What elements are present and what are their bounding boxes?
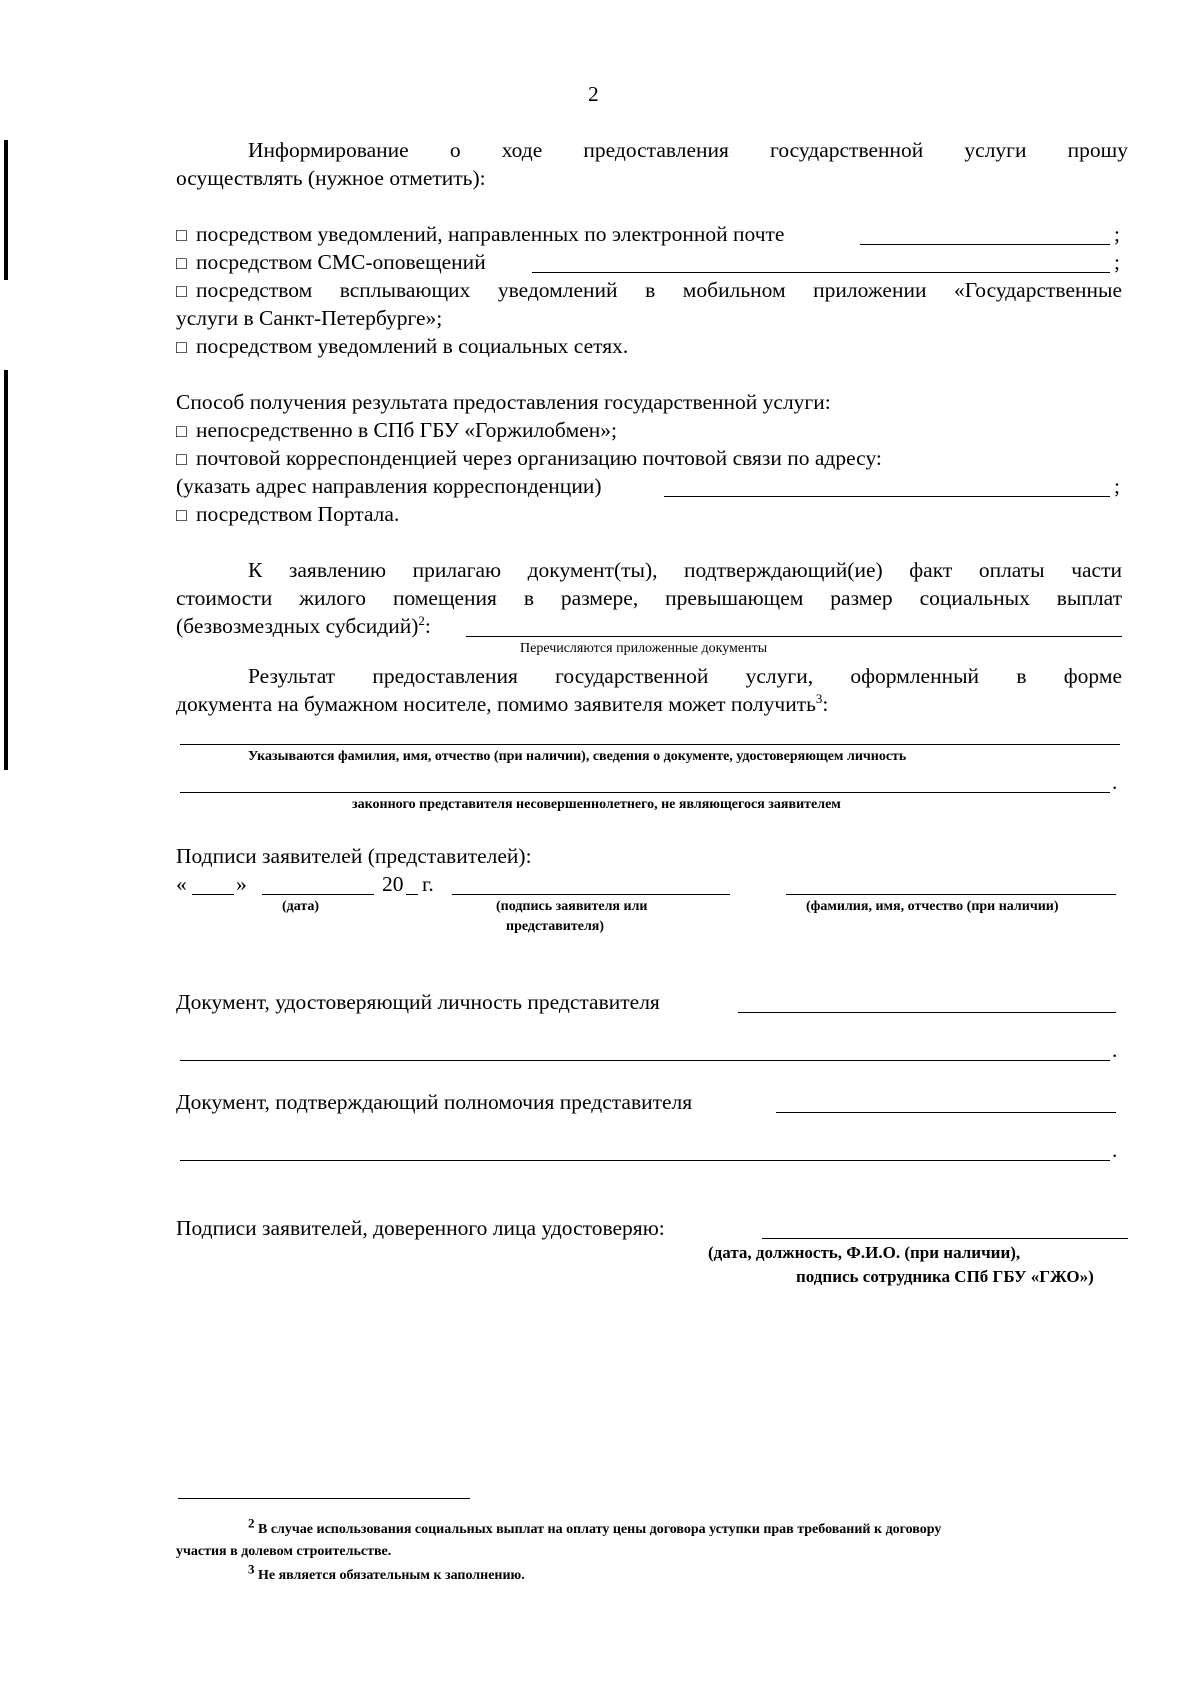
date-quote-close: » xyxy=(236,872,247,896)
date-quote-open: « xyxy=(176,872,187,896)
footnote-3-text-1: Не является обязательным к заполнению. xyxy=(258,1568,525,1583)
option-in-person[interactable] xyxy=(176,416,617,445)
recipient-line2 xyxy=(176,690,828,718)
semicolon: ; xyxy=(1114,250,1120,274)
intro-word: услуги xyxy=(964,138,1027,162)
date-month-fill-line[interactable] xyxy=(262,894,374,895)
period: . xyxy=(1112,1038,1118,1062)
certify-label: Подписи заявителей, доверенного лица удостоверяю: xyxy=(176,1216,665,1240)
recipient-line1: Результат предоставления государственной услуги, оформленный в форме xyxy=(248,664,1122,688)
option-sms-label: посредством СМС-оповещений xyxy=(196,250,486,274)
checkbox-icon[interactable]: □ xyxy=(176,337,187,357)
option-post-label: почтовой корреспонденцией через организацию почтовой связи по адресу: xyxy=(196,446,882,470)
option-social[interactable] xyxy=(176,332,628,361)
intro-word: ходе xyxy=(501,138,543,162)
option-email-label: посредством уведомлений, направленных по электронной почте xyxy=(196,222,785,246)
colon: : xyxy=(822,692,829,716)
date-year-fill-line[interactable] xyxy=(406,894,418,895)
semicolon: ; xyxy=(1114,474,1120,498)
intro-word: государственной xyxy=(770,138,924,162)
page-number: 2 xyxy=(588,82,599,106)
checkbox-icon[interactable]: □ xyxy=(176,281,187,301)
rep-authority-fill-line-1[interactable] xyxy=(776,1112,1116,1113)
footnote-ref-3: 3 xyxy=(815,690,823,706)
scan-artifact-bar-bottom xyxy=(4,370,8,770)
intro-word: Информирование xyxy=(248,138,409,162)
footnote-2-marker: 2 xyxy=(248,1515,255,1531)
post-address-label: (указать адрес направления корреспонденции) xyxy=(176,474,602,498)
checkbox-icon[interactable]: □ xyxy=(176,253,187,273)
full-name-fill-line[interactable] xyxy=(786,894,1116,895)
footnote-2-text-2: участия в долевом строительстве. xyxy=(176,1544,392,1559)
footnote-3-marker: 3 xyxy=(248,1561,255,1577)
semicolon: ; xyxy=(1114,222,1120,246)
caption-full-name: (фамилия, имя, отчество (при наличии) xyxy=(806,899,1059,914)
certify-fill-line[interactable] xyxy=(762,1238,1128,1239)
colon: : xyxy=(424,614,431,638)
checkbox-icon[interactable]: □ xyxy=(176,505,187,525)
certify-caption-2: подпись сотрудника СПб ГБУ «ГЖО») xyxy=(796,1267,1094,1286)
result-method-heading: Способ получения результата предоставления государственной услуги: xyxy=(176,390,831,414)
rep-identity-label: Документ, удостоверяющий личность представителя xyxy=(176,990,660,1014)
option-post[interactable] xyxy=(176,444,882,473)
post-address-fill-line[interactable] xyxy=(664,496,1110,497)
attachment-caption: Перечисляются приложенные документы xyxy=(520,641,768,656)
rep-identity-fill-line-1[interactable] xyxy=(738,1012,1116,1013)
footnote-2-text-1: В случае использования социальных выплат на оплату цены договора уступки прав требований к договору xyxy=(258,1522,942,1537)
sms-fill-line[interactable] xyxy=(532,272,1110,273)
intro-word: предоставления xyxy=(583,138,729,162)
informing-intro-line1 xyxy=(248,136,1128,164)
option-push[interactable] xyxy=(176,276,1122,305)
recipient-caption-1: Указываются фамилия, имя, отчество (при наличии), сведения о документе, удостоверяющем личность xyxy=(248,749,907,764)
rep-authority-label: Документ, подтверждающий полномочия представителя xyxy=(176,1090,693,1114)
attachment-line2: стоимости жилого помещения в размере, превышающем размер социальных выплат xyxy=(176,586,1122,610)
rep-identity-fill-line-2[interactable] xyxy=(180,1060,1110,1061)
informing-intro-line2: осуществлять (нужное отметить): xyxy=(176,166,486,190)
checkbox-icon[interactable]: □ xyxy=(176,225,187,245)
scan-artifact-bar-top xyxy=(4,140,8,280)
option-portal-label: посредством Портала. xyxy=(196,502,400,526)
email-fill-line[interactable] xyxy=(860,244,1110,245)
caption-signature-2: представителя) xyxy=(506,919,605,934)
date-year-prefix: 20 xyxy=(382,872,404,896)
caption-date: (дата) xyxy=(282,899,320,914)
period: . xyxy=(1112,770,1118,794)
footnote-3-line1 xyxy=(248,1561,525,1586)
attachment-line1: К заявлению прилагаю документ(ты), подтверждающий(ие) факт оплаты части xyxy=(248,558,1122,582)
option-sms[interactable] xyxy=(176,248,486,277)
recipient-caption-2: законного представителя несовершеннолетнего, не являющегося заявителем xyxy=(352,797,841,812)
option-push-continued: услуги в Санкт-Петербурге»; xyxy=(176,306,443,330)
checkbox-icon[interactable]: □ xyxy=(176,449,187,469)
option-in-person-label: непосредственно в СПб ГБУ «Горжилобмен»; xyxy=(196,418,618,442)
certify-caption-1: (дата, должность, Ф.И.О. (при наличии), xyxy=(708,1243,1021,1262)
recipient-fill-line-1[interactable] xyxy=(180,744,1120,745)
attachment-fill-line[interactable] xyxy=(466,636,1122,637)
caption-signature-1: (подпись заявителя или xyxy=(496,899,648,914)
recipient-line2-text: документа на бумажном носителе, помимо заявителя может получить xyxy=(176,692,816,716)
date-day-fill-line[interactable] xyxy=(192,894,234,895)
intro-word: прошу xyxy=(1067,138,1128,162)
option-email[interactable] xyxy=(176,220,784,249)
footnote-2-line1 xyxy=(248,1515,942,1540)
intro-word: о xyxy=(449,138,461,162)
option-portal[interactable] xyxy=(176,500,399,529)
attachment-line3-text: (безвозмездных субсидий) xyxy=(176,614,419,638)
attachment-line3 xyxy=(176,612,431,640)
footnote-separator xyxy=(178,1498,470,1499)
signature-fill-line[interactable] xyxy=(452,894,730,895)
period: . xyxy=(1112,1138,1118,1162)
option-push-label: посредством всплывающих уведомлений в мобильном приложении «Государственные xyxy=(196,278,1122,302)
checkbox-icon[interactable]: □ xyxy=(176,421,187,441)
date-year-suffix: г. xyxy=(422,872,434,896)
footnote-ref-2: 2 xyxy=(418,612,425,628)
rep-authority-fill-line-2[interactable] xyxy=(180,1160,1110,1161)
signatures-heading: Подписи заявителей (представителей): xyxy=(176,844,532,868)
recipient-fill-line-2[interactable] xyxy=(180,792,1110,793)
option-social-label: посредством уведомлений в социальных сетях. xyxy=(196,334,629,358)
